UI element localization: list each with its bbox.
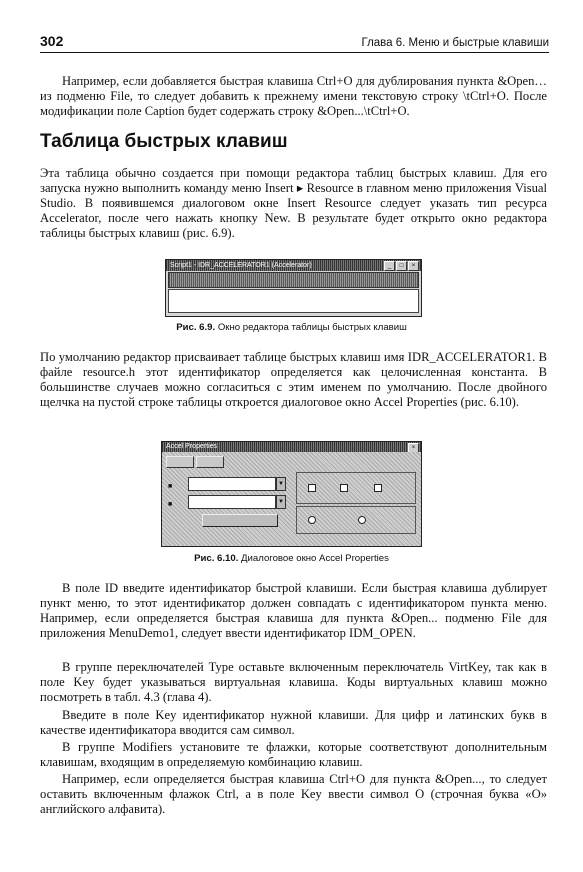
page-number: 302	[40, 33, 64, 49]
paragraph-3: В поле ID введите идентификатор быстрой клавиши. Если быстрая клавиша дублирует пункт меню, то этот идентификатор должен совпадать с идентификатором пункта меню. Например, если определяется быстрая клавиша для пункта &Open... подменю File для приложения MenuDemo1, следует ввести идентификатор IDM_OPEN.	[40, 581, 547, 640]
key-field[interactable]	[188, 495, 276, 509]
paragraph-2: По умолчанию редактор присваивает таблице быстрых клавиш имя IDR_ACCELERATOR1. В файле resource.h этот идентификатор определяется как целочисленная константа. В большинстве случаев можно согласиться с этим именем по умолчанию. После двойного щелчка на пустой строке таблицы откроется диалоговое окно Accel Properties (рис. 6.10).	[40, 350, 547, 409]
accel-properties-dialog	[161, 441, 422, 547]
chapter-title: Глава 6. Меню и быстрые клавиши	[361, 37, 549, 49]
caption-text: Окно редактора таблицы быстрых клавиш	[217, 322, 407, 333]
window-titlebar	[166, 260, 421, 271]
ctrl-checkbox[interactable]	[308, 484, 316, 492]
paragraph-6: В группе Modifiers установите те флажки, которые соответствуют дополнительным клавишам, входящим в определяемую комбинацию клавиш.	[40, 740, 547, 769]
caption-text: Диалоговое окно Accel Properties	[241, 553, 389, 564]
ascii-radio[interactable]	[308, 516, 316, 524]
caption-label: Рис. 6.10.	[194, 553, 239, 564]
caption-label: Рис. 6.9.	[176, 322, 216, 333]
table-body[interactable]	[168, 289, 419, 313]
paragraph-7: Например, если определяется быстрая клавиша Ctrl+O для пункта &Open..., то следует оставить включенным флажок Ctrl, а в поле Key ввести символ O (строчная буква «O» английского алфавита).	[40, 772, 547, 816]
paragraph-5: Введите в поле Key идентификатор нужной клавиши. Для цифр и латинских букв в качестве идентификатора вводится сам символ.	[40, 708, 547, 737]
id-field[interactable]	[188, 477, 276, 491]
section-paragraph-1: Эта таблица обычно создается при помощи редактора таблиц быстрых клавиш. Для его запуска нужно выполнить команду меню Insert ▸ Resource в главном меню приложения Visual Studio. В появившемся диалоговом окне Insert Resource следует указать тип ресурса Accelerator, после чего нажать кнопку New. В результате будет открыто окно редактора таблицы быстрых клавиш (рис. 6.9).	[40, 166, 547, 240]
accelerator-editor-window	[165, 259, 422, 317]
window-title: Script1 - IDR_ACCELERATOR1 (Accelerator)	[170, 262, 312, 269]
virtkey-radio[interactable]	[358, 516, 366, 524]
id-label-mark: ■	[168, 483, 173, 490]
table-header	[168, 272, 419, 288]
paragraph-4: В группе переключателей Type оставьте включенным переключатель VirtKey, так как в поле Key будет указываться виртуальная клавиша. Коды виртуальных клавиш можно посмотреть в табл. 4.3 (глава 4).	[40, 660, 547, 704]
figure-2-caption	[0, 551, 583, 566]
alt-checkbox[interactable]	[340, 484, 348, 492]
intro-paragraph: Например, если добавляется быстрая клавиша Ctrl+O для дублирования пункта &Open… из подменю File, то следует добавить к прежнему имени текстовую строку \tCtrl+O. После модификации поле Caption будет содержать строку &Open...\tCtrl+O.	[40, 74, 547, 118]
minimize-icon[interactable]: _	[384, 261, 395, 271]
close-icon[interactable]: ×	[408, 261, 419, 271]
help-button[interactable]	[196, 456, 224, 468]
close-icon[interactable]: ×	[408, 443, 419, 452]
figure-1-caption	[0, 320, 583, 335]
chevron-down-icon[interactable]: ▼	[276, 495, 286, 509]
dialog-title: Accel Properties	[166, 443, 217, 450]
maximize-icon[interactable]: □	[396, 261, 407, 271]
dialog-titlebar	[162, 442, 421, 452]
shift-checkbox[interactable]	[374, 484, 382, 492]
next-key-button[interactable]	[202, 514, 278, 527]
chevron-down-icon[interactable]: ▼	[276, 477, 286, 491]
key-label-mark: ■	[168, 501, 173, 508]
section-heading: Таблица быстрых клавиш	[40, 131, 288, 152]
page-header	[40, 32, 549, 53]
pin-button[interactable]	[166, 456, 194, 468]
